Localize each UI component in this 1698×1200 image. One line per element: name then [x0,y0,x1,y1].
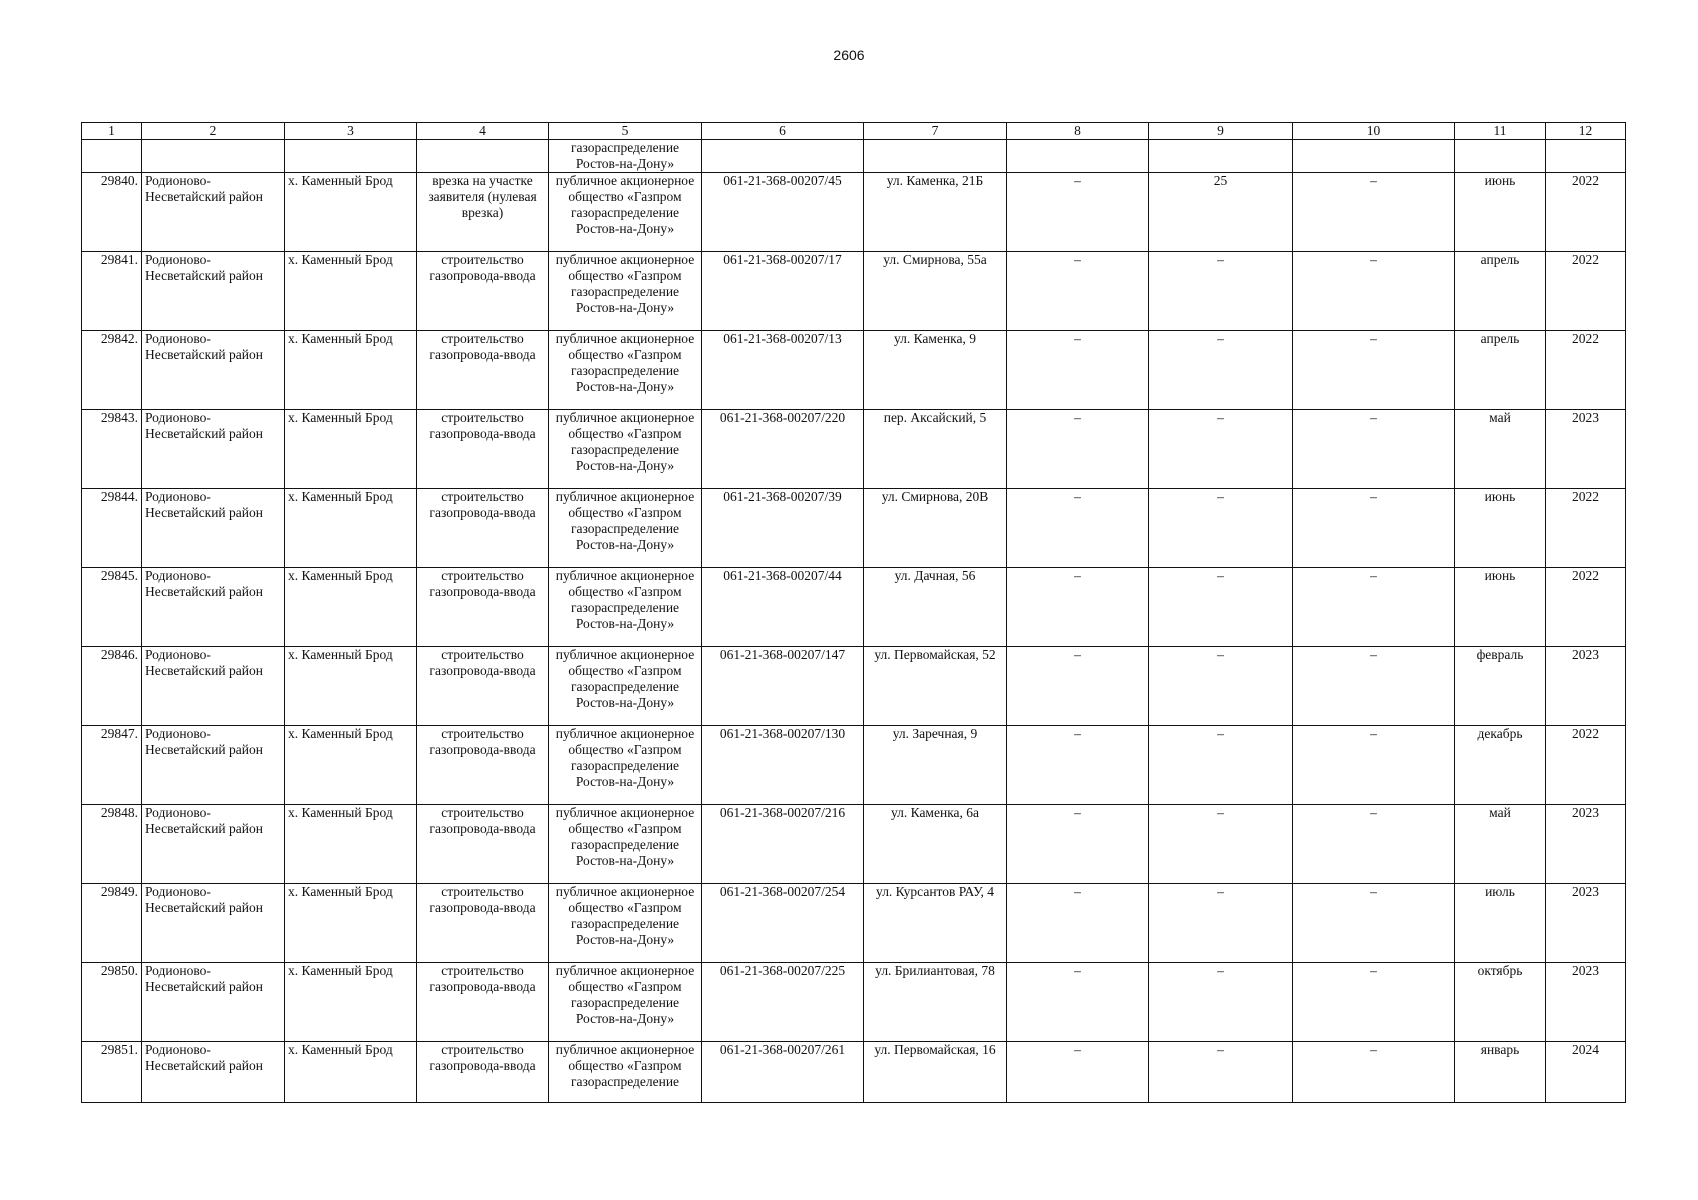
organization-cell: публичное акционерное общество «Газпром газораспределение Ростов-на-Дону» [549,568,702,647]
column-10-cell: – [1293,410,1455,489]
year-cell: 2024 [1546,1042,1626,1103]
continuation-row [82,140,1626,173]
table-row [82,568,1626,647]
table-cell [1546,140,1626,173]
column-8-cell: – [1007,252,1149,331]
district-cell: Родионово-Несветайский район [142,726,285,805]
table-cell [702,140,864,173]
month-cell: апрель [1455,252,1546,331]
locality-cell: х. Каменный Брод [285,173,417,252]
year-cell: 2022 [1546,331,1626,410]
code-cell: 061-21-368-00207/13 [702,331,864,410]
page-number: 2606 [833,47,865,63]
header-cell: 5 [549,123,702,140]
locality-cell: х. Каменный Брод [285,963,417,1042]
work-type-cell: строительство газопровода-ввода [417,647,549,726]
column-9-cell: – [1149,331,1293,410]
row-number-cell: 29845. [82,568,142,647]
column-8-cell: – [1007,1042,1149,1103]
organization-cell: публичное акционерное общество «Газпром газораспределение [549,1042,702,1103]
column-8-cell: – [1007,805,1149,884]
table-row [82,410,1626,489]
header-cell: 6 [702,123,864,140]
row-number-cell: 29849. [82,884,142,963]
organization-cell: публичное акционерное общество «Газпром газораспределение Ростов-на-Дону» [549,805,702,884]
year-cell: 2022 [1546,489,1626,568]
row-number-cell: 29851. [82,1042,142,1103]
year-cell: 2022 [1546,726,1626,805]
table-row [82,173,1626,252]
locality-cell: х. Каменный Брод [285,252,417,331]
registry-rows [82,173,1626,1103]
locality-cell: х. Каменный Брод [285,726,417,805]
table-row [82,805,1626,884]
column-10-cell: – [1293,884,1455,963]
code-cell: 061-21-368-00207/216 [702,805,864,884]
header-cell: 9 [1149,123,1293,140]
address-cell: ул. Смирнова, 55а [864,252,1007,331]
table-cell [1149,140,1293,173]
column-8-cell: – [1007,884,1149,963]
column-10-cell: – [1293,1042,1455,1103]
column-9-cell: – [1149,568,1293,647]
header-cell: 12 [1546,123,1626,140]
table-row [82,647,1626,726]
organization-cell: публичное акционерное общество «Газпром газораспределение Ростов-на-Дону» [549,331,702,410]
header-cell: 1 [82,123,142,140]
month-cell: июнь [1455,173,1546,252]
month-cell: декабрь [1455,726,1546,805]
code-cell: 061-21-368-00207/44 [702,568,864,647]
address-cell: ул. Каменка, 21Б [864,173,1007,252]
header-cell: 11 [1455,123,1546,140]
table-cell [142,140,285,173]
table-cell [285,140,417,173]
year-cell: 2022 [1546,173,1626,252]
code-cell: 061-21-368-00207/261 [702,1042,864,1103]
row-number-cell: 29844. [82,489,142,568]
column-10-cell: – [1293,805,1455,884]
address-cell: ул. Каменка, 6а [864,805,1007,884]
district-cell: Родионово-Несветайский район [142,884,285,963]
column-10-cell: – [1293,173,1455,252]
row-number-cell: 29848. [82,805,142,884]
month-cell: февраль [1455,647,1546,726]
column-number-row [82,123,1626,140]
locality-cell: х. Каменный Брод [285,410,417,489]
code-cell: 061-21-368-00207/39 [702,489,864,568]
code-cell: 061-21-368-00207/220 [702,410,864,489]
year-cell: 2023 [1546,647,1626,726]
code-cell: 061-21-368-00207/45 [702,173,864,252]
column-9-cell: – [1149,884,1293,963]
column-8-cell: – [1007,963,1149,1042]
header-cell: 10 [1293,123,1455,140]
code-cell: 061-21-368-00207/130 [702,726,864,805]
address-cell: ул. Курсантов РАУ, 4 [864,884,1007,963]
year-cell: 2023 [1546,884,1626,963]
column-8-cell: – [1007,331,1149,410]
code-cell: 061-21-368-00207/17 [702,252,864,331]
organization-cell: публичное акционерное общество «Газпром газораспределение Ростов-на-Дону» [549,726,702,805]
organization-cell: газораспределение Ростов-на-Дону» [549,140,702,173]
month-cell: январь [1455,1042,1546,1103]
row-number-cell: 29840. [82,173,142,252]
work-type-cell: строительство газопровода-ввода [417,805,549,884]
column-10-cell: – [1293,726,1455,805]
header-cell: 4 [417,123,549,140]
registry-table [81,122,1626,1103]
row-number-cell: 29846. [82,647,142,726]
district-cell: Родионово-Несветайский район [142,410,285,489]
code-cell: 061-21-368-00207/254 [702,884,864,963]
month-cell: апрель [1455,331,1546,410]
table-row [82,489,1626,568]
year-cell: 2022 [1546,252,1626,331]
organization-cell: публичное акционерное общество «Газпром газораспределение Ростов-на-Дону» [549,884,702,963]
month-cell: июль [1455,884,1546,963]
column-10-cell: – [1293,489,1455,568]
column-9-cell: – [1149,805,1293,884]
table-cell [1455,140,1546,173]
column-10-cell: – [1293,252,1455,331]
locality-cell: х. Каменный Брод [285,884,417,963]
table-cell [82,140,142,173]
table-row [82,963,1626,1042]
table-row [82,884,1626,963]
header-cell: 2 [142,123,285,140]
month-cell: октябрь [1455,963,1546,1042]
address-cell: пер. Аксайский, 5 [864,410,1007,489]
table-cell [1293,140,1455,173]
year-cell: 2022 [1546,568,1626,647]
column-9-cell: – [1149,410,1293,489]
table-cell [417,140,549,173]
column-9-cell: – [1149,489,1293,568]
year-cell: 2023 [1546,805,1626,884]
month-cell: май [1455,805,1546,884]
column-8-cell: – [1007,568,1149,647]
month-cell: июнь [1455,489,1546,568]
month-cell: июнь [1455,568,1546,647]
work-type-cell: строительство газопровода-ввода [417,252,549,331]
column-9-cell: – [1149,1042,1293,1103]
code-cell: 061-21-368-00207/225 [702,963,864,1042]
district-cell: Родионово-Несветайский район [142,1042,285,1103]
header-cell: 3 [285,123,417,140]
column-8-cell: – [1007,489,1149,568]
organization-cell: публичное акционерное общество «Газпром газораспределение Ростов-на-Дону» [549,963,702,1042]
column-9-cell: – [1149,963,1293,1042]
address-cell: ул. Первомайская, 16 [864,1042,1007,1103]
district-cell: Родионово-Несветайский район [142,252,285,331]
table-row [82,1042,1626,1103]
column-9-cell: – [1149,647,1293,726]
locality-cell: х. Каменный Брод [285,568,417,647]
year-cell: 2023 [1546,963,1626,1042]
column-10-cell: – [1293,568,1455,647]
district-cell: Родионово-Несветайский район [142,568,285,647]
code-cell: 061-21-368-00207/147 [702,647,864,726]
column-8-cell: – [1007,173,1149,252]
row-number-cell: 29841. [82,252,142,331]
district-cell: Родионово-Несветайский район [142,173,285,252]
work-type-cell: строительство газопровода-ввода [417,726,549,805]
work-type-cell: строительство газопровода-ввода [417,1042,549,1103]
address-cell: ул. Брилиантовая, 78 [864,963,1007,1042]
table-row [82,726,1626,805]
column-9-cell: – [1149,252,1293,331]
locality-cell: х. Каменный Брод [285,331,417,410]
district-cell: Родионово-Несветайский район [142,963,285,1042]
organization-cell: публичное акционерное общество «Газпром газораспределение Ростов-на-Дону» [549,252,702,331]
row-number-cell: 29842. [82,331,142,410]
column-8-cell: – [1007,726,1149,805]
organization-cell: публичное акционерное общество «Газпром газораспределение Ростов-на-Дону» [549,489,702,568]
work-type-cell: строительство газопровода-ввода [417,884,549,963]
work-type-cell: строительство газопровода-ввода [417,568,549,647]
table-row [82,331,1626,410]
column-9-cell: 25 [1149,173,1293,252]
address-cell: ул. Дачная, 56 [864,568,1007,647]
address-cell: ул. Первомайская, 52 [864,647,1007,726]
work-type-cell: строительство газопровода-ввода [417,410,549,489]
district-cell: Родионово-Несветайский район [142,489,285,568]
locality-cell: х. Каменный Брод [285,805,417,884]
locality-cell: х. Каменный Брод [285,489,417,568]
work-type-cell: строительство газопровода-ввода [417,963,549,1042]
address-cell: ул. Заречная, 9 [864,726,1007,805]
column-10-cell: – [1293,963,1455,1042]
header-cell: 8 [1007,123,1149,140]
locality-cell: х. Каменный Брод [285,1042,417,1103]
month-cell: май [1455,410,1546,489]
table-cell [1007,140,1149,173]
organization-cell: публичное акционерное общество «Газпром газораспределение Ростов-на-Дону» [549,410,702,489]
district-cell: Родионово-Несветайский район [142,805,285,884]
address-cell: ул. Каменка, 9 [864,331,1007,410]
work-type-cell: строительство газопровода-ввода [417,331,549,410]
header-cell: 7 [864,123,1007,140]
work-type-cell: строительство газопровода-ввода [417,489,549,568]
table-row [82,252,1626,331]
row-number-cell: 29847. [82,726,142,805]
row-number-cell: 29850. [82,963,142,1042]
column-10-cell: – [1293,331,1455,410]
organization-cell: публичное акционерное общество «Газпром газораспределение Ростов-на-Дону» [549,647,702,726]
year-cell: 2023 [1546,410,1626,489]
work-type-cell: врезка на участке заявителя (нулевая врезка) [417,173,549,252]
column-9-cell: – [1149,726,1293,805]
row-number-cell: 29843. [82,410,142,489]
locality-cell: х. Каменный Брод [285,647,417,726]
address-cell: ул. Смирнова, 20В [864,489,1007,568]
district-cell: Родионово-Несветайский район [142,331,285,410]
organization-cell: публичное акционерное общество «Газпром газораспределение Ростов-на-Дону» [549,173,702,252]
district-cell: Родионово-Несветайский район [142,647,285,726]
column-8-cell: – [1007,647,1149,726]
column-8-cell: – [1007,410,1149,489]
table-cell [864,140,1007,173]
column-10-cell: – [1293,647,1455,726]
